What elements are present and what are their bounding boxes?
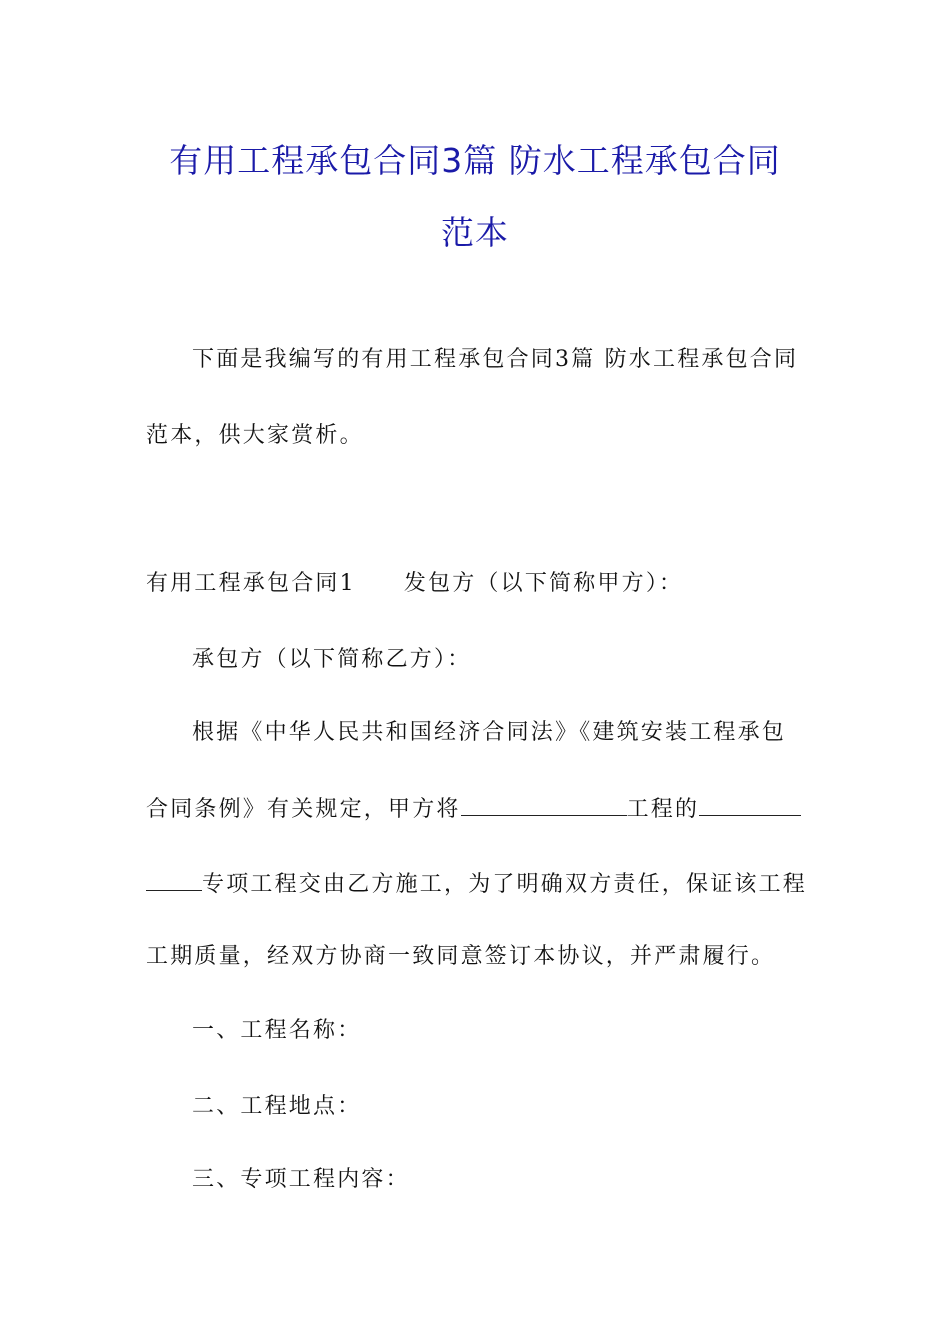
section-heading: 有用工程承包合同1 [146,571,356,596]
paragraph-line-2-text-b: 工程的 [626,797,700,822]
item-project-location: 二、工程地点： [192,1094,362,1119]
blank-project-name [461,797,627,816]
party-b-label: 承包方（以下简称乙方）： [192,647,472,672]
intro-line-1: 下面是我编写的有用工程承包合同3篇 防水工程承包合同 [192,347,799,372]
document-title-line-2: 范本 [441,213,509,252]
blank-subproject-part-2 [146,872,202,891]
paragraph-line-2 [146,797,801,821]
paragraph-line-3-text: 专项工程交由乙方施工，为了明确双方责任，保证该工程 [202,872,808,897]
party-a-label: 发包方（以下简称甲方）： [403,571,684,596]
blank-subproject-part-1 [699,797,801,816]
paragraph-line-1: 根据《中华人民共和国经济合同法》《建筑安装工程承包 [192,720,787,745]
item-project-name: 一、工程名称： [192,1018,362,1043]
section-heading-row [146,573,683,595]
paragraph-line-4: 工期质量，经双方协商一致同意签订本协议，并严肃履行。 [146,944,776,969]
document-title-line-1: 有用工程承包合同3篇 防水工程承包合同 [169,141,781,180]
item-project-content: 三、专项工程内容： [192,1167,410,1192]
intro-line-2: 范本，供大家赏析。 [146,423,364,448]
paragraph-line-3 [146,872,807,896]
paragraph-line-2-text-a: 合同条例》有关规定，甲方将 [146,797,461,822]
